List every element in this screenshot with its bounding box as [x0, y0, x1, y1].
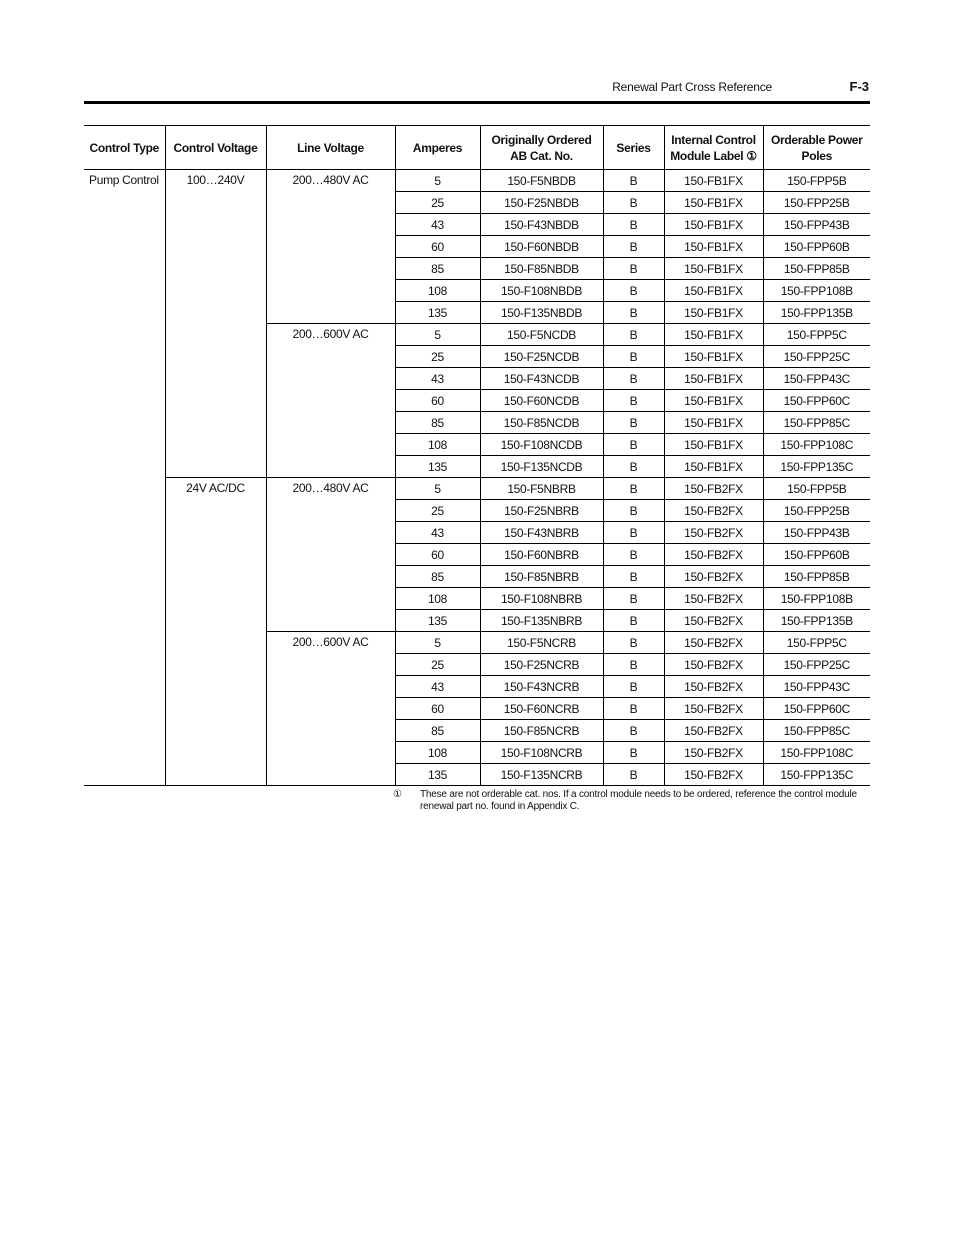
header-control-voltage: Control Voltage	[165, 126, 266, 170]
control-module-label-cell: 150-FB1FX	[664, 434, 763, 456]
control-module-label-cell: 150-FB1FX	[664, 368, 763, 390]
orderable-power-poles-cell: 150-FPP43B	[763, 214, 870, 236]
table-header-row	[84, 126, 870, 170]
original-cat-no-cell: 150-F25NBDB	[480, 192, 603, 214]
orderable-power-poles-cell: 150-FPP135C	[763, 764, 870, 786]
orderable-power-poles-cell: 150-FPP108B	[763, 280, 870, 302]
orderable-power-poles-cell: 150-FPP108C	[763, 742, 870, 764]
table-body	[84, 170, 870, 786]
control-module-label-cell: 150-FB1FX	[664, 412, 763, 434]
series-cell: B	[603, 412, 664, 434]
orderable-power-poles-cell: 150-FPP25B	[763, 500, 870, 522]
orderable-power-poles-cell: 150-FPP108C	[763, 434, 870, 456]
amperes-cell: 5	[395, 324, 480, 346]
series-cell: B	[603, 566, 664, 588]
orderable-power-poles-cell: 150-FPP135C	[763, 456, 870, 478]
original-cat-no-cell: 150-F43NBRB	[480, 522, 603, 544]
original-cat-no-cell: 150-F60NCDB	[480, 390, 603, 412]
control-module-label-cell: 150-FB2FX	[664, 522, 763, 544]
orderable-power-poles-cell: 150-FPP25C	[763, 654, 870, 676]
control-voltage-cell: 100…240V	[165, 170, 266, 478]
table-row	[84, 170, 870, 192]
series-cell: B	[603, 170, 664, 192]
series-cell: B	[603, 368, 664, 390]
original-cat-no-cell: 150-F135NBDB	[480, 302, 603, 324]
series-cell: B	[603, 390, 664, 412]
header-orderable-power-poles	[763, 126, 870, 170]
control-module-label-cell: 150-FB2FX	[664, 742, 763, 764]
control-module-label-cell: 150-FB2FX	[664, 676, 763, 698]
amperes-cell: 43	[395, 676, 480, 698]
amperes-cell: 108	[395, 588, 480, 610]
series-cell: B	[603, 632, 664, 654]
original-cat-no-cell: 150-F135NCDB	[480, 456, 603, 478]
series-cell: B	[603, 720, 664, 742]
orderable-power-poles-cell: 150-FPP25C	[763, 346, 870, 368]
series-cell: B	[603, 434, 664, 456]
amperes-cell: 43	[395, 214, 480, 236]
amperes-cell: 135	[395, 610, 480, 632]
original-cat-no-cell: 150-F5NBDB	[480, 170, 603, 192]
series-cell: B	[603, 258, 664, 280]
header-control-module-label-line2: Module Label ①	[670, 148, 757, 163]
series-cell: B	[603, 346, 664, 368]
header-control-module-label	[664, 126, 763, 170]
cross-reference-table	[84, 125, 870, 786]
control-module-label-cell: 150-FB1FX	[664, 302, 763, 324]
orderable-power-poles-cell: 150-FPP60C	[763, 698, 870, 720]
series-cell: B	[603, 698, 664, 720]
control-module-label-cell: 150-FB1FX	[664, 280, 763, 302]
control-module-label-cell: 150-FB2FX	[664, 632, 763, 654]
control-module-label-cell: 150-FB1FX	[664, 236, 763, 258]
table-row	[84, 478, 870, 500]
orderable-power-poles-cell: 150-FPP135B	[763, 302, 870, 324]
series-cell: B	[603, 478, 664, 500]
orderable-power-poles-cell: 150-FPP43C	[763, 368, 870, 390]
original-cat-no-cell: 150-F108NBDB	[480, 280, 603, 302]
header-original-cat-no-line2: AB Cat. No.	[510, 148, 573, 163]
control-module-label-cell: 150-FB1FX	[664, 192, 763, 214]
original-cat-no-cell: 150-F43NCRB	[480, 676, 603, 698]
amperes-cell: 25	[395, 654, 480, 676]
orderable-power-poles-cell: 150-FPP60B	[763, 236, 870, 258]
orderable-power-poles-cell: 150-FPP25B	[763, 192, 870, 214]
series-cell: B	[603, 214, 664, 236]
series-cell: B	[603, 610, 664, 632]
amperes-cell: 85	[395, 720, 480, 742]
control-module-label-cell: 150-FB2FX	[664, 500, 763, 522]
original-cat-no-cell: 150-F85NCRB	[480, 720, 603, 742]
page-header	[84, 78, 870, 100]
control-module-label-cell: 150-FB1FX	[664, 456, 763, 478]
amperes-cell: 43	[395, 522, 480, 544]
amperes-cell: 135	[395, 302, 480, 324]
page-number: F-3	[849, 79, 869, 94]
amperes-cell: 60	[395, 390, 480, 412]
orderable-power-poles-cell: 150-FPP135B	[763, 610, 870, 632]
orderable-power-poles-cell: 150-FPP85B	[763, 258, 870, 280]
header-control-type: Control Type	[84, 126, 165, 170]
header-rule	[84, 101, 870, 104]
original-cat-no-cell: 150-F43NCDB	[480, 368, 603, 390]
series-cell: B	[603, 456, 664, 478]
header-amperes: Amperes	[395, 126, 480, 170]
original-cat-no-cell: 150-F5NCRB	[480, 632, 603, 654]
original-cat-no-cell: 150-F135NCRB	[480, 764, 603, 786]
original-cat-no-cell: 150-F85NBRB	[480, 566, 603, 588]
original-cat-no-cell: 150-F60NBDB	[480, 236, 603, 258]
header-orderable-power-poles-line1: Orderable Power	[770, 132, 863, 147]
header-orderable-power-poles-line2: Poles	[801, 148, 833, 163]
control-module-label-cell: 150-FB2FX	[664, 588, 763, 610]
orderable-power-poles-cell: 150-FPP85B	[763, 566, 870, 588]
footnote-mark: ①	[393, 789, 402, 800]
amperes-cell: 135	[395, 764, 480, 786]
orderable-power-poles-cell: 150-FPP43C	[763, 676, 870, 698]
control-module-label-cell: 150-FB2FX	[664, 764, 763, 786]
orderable-power-poles-cell: 150-FPP5B	[763, 478, 870, 500]
original-cat-no-cell: 150-F43NBDB	[480, 214, 603, 236]
series-cell: B	[603, 676, 664, 698]
orderable-power-poles-cell: 150-FPP5C	[763, 632, 870, 654]
control-module-label-cell: 150-FB1FX	[664, 390, 763, 412]
orderable-power-poles-cell: 150-FPP5B	[763, 170, 870, 192]
original-cat-no-cell: 150-F108NCDB	[480, 434, 603, 456]
control-module-label-cell: 150-FB1FX	[664, 324, 763, 346]
amperes-cell: 108	[395, 280, 480, 302]
control-module-label-cell: 150-FB1FX	[664, 170, 763, 192]
series-cell: B	[603, 588, 664, 610]
control-module-label-cell: 150-FB2FX	[664, 698, 763, 720]
orderable-power-poles-cell: 150-FPP108B	[763, 588, 870, 610]
amperes-cell: 85	[395, 258, 480, 280]
amperes-cell: 60	[395, 544, 480, 566]
amperes-cell: 60	[395, 698, 480, 720]
control-module-label-cell: 150-FB1FX	[664, 214, 763, 236]
control-module-label-cell: 150-FB2FX	[664, 610, 763, 632]
footnote	[393, 789, 871, 813]
series-cell: B	[603, 192, 664, 214]
original-cat-no-cell: 150-F135NBRB	[480, 610, 603, 632]
series-cell: B	[603, 280, 664, 302]
orderable-power-poles-cell: 150-FPP5C	[763, 324, 870, 346]
original-cat-no-cell: 150-F5NBRB	[480, 478, 603, 500]
control-type-cell: Pump Control	[84, 170, 165, 786]
header-series: Series	[603, 126, 664, 170]
series-cell: B	[603, 654, 664, 676]
line-voltage-cell: 200…480V AC	[266, 478, 395, 632]
orderable-power-poles-cell: 150-FPP43B	[763, 522, 870, 544]
series-cell: B	[603, 324, 664, 346]
amperes-cell: 135	[395, 456, 480, 478]
header-control-module-label-line1: Internal Control	[671, 132, 756, 147]
header-original-cat-no-line1: Originally Ordered	[491, 132, 592, 147]
original-cat-no-cell: 150-F85NBDB	[480, 258, 603, 280]
original-cat-no-cell: 150-F108NCRB	[480, 742, 603, 764]
amperes-cell: 25	[395, 192, 480, 214]
original-cat-no-cell: 150-F108NBRB	[480, 588, 603, 610]
amperes-cell: 108	[395, 742, 480, 764]
header-title: Renewal Part Cross Reference	[612, 80, 772, 94]
line-voltage-cell: 200…480V AC	[266, 170, 395, 324]
control-module-label-cell: 150-FB1FX	[664, 346, 763, 368]
original-cat-no-cell: 150-F60NBRB	[480, 544, 603, 566]
orderable-power-poles-cell: 150-FPP60B	[763, 544, 870, 566]
amperes-cell: 43	[395, 368, 480, 390]
line-voltage-cell: 200…600V AC	[266, 324, 395, 478]
control-module-label-cell: 150-FB2FX	[664, 654, 763, 676]
series-cell: B	[603, 522, 664, 544]
orderable-power-poles-cell: 150-FPP60C	[763, 390, 870, 412]
control-module-label-cell: 150-FB2FX	[664, 720, 763, 742]
amperes-cell: 25	[395, 346, 480, 368]
original-cat-no-cell: 150-F85NCDB	[480, 412, 603, 434]
series-cell: B	[603, 236, 664, 258]
amperes-cell: 25	[395, 500, 480, 522]
series-cell: B	[603, 764, 664, 786]
amperes-cell: 5	[395, 632, 480, 654]
amperes-cell: 60	[395, 236, 480, 258]
amperes-cell: 108	[395, 434, 480, 456]
amperes-cell: 5	[395, 170, 480, 192]
line-voltage-cell: 200…600V AC	[266, 632, 395, 786]
amperes-cell: 5	[395, 478, 480, 500]
amperes-cell: 85	[395, 566, 480, 588]
original-cat-no-cell: 150-F60NCRB	[480, 698, 603, 720]
footnote-text: These are not orderable cat. nos. If a control module needs to be ordered, reference the control module renewal part no. found in Appendix C.	[420, 789, 857, 812]
series-cell: B	[603, 500, 664, 522]
original-cat-no-cell: 150-F25NBRB	[480, 500, 603, 522]
series-cell: B	[603, 742, 664, 764]
original-cat-no-cell: 150-F25NCDB	[480, 346, 603, 368]
control-voltage-cell: 24V AC/DC	[165, 478, 266, 786]
series-cell: B	[603, 544, 664, 566]
orderable-power-poles-cell: 150-FPP85C	[763, 412, 870, 434]
orderable-power-poles-cell: 150-FPP85C	[763, 720, 870, 742]
header-original-cat-no	[480, 126, 603, 170]
amperes-cell: 85	[395, 412, 480, 434]
control-module-label-cell: 150-FB1FX	[664, 258, 763, 280]
original-cat-no-cell: 150-F5NCDB	[480, 324, 603, 346]
original-cat-no-cell: 150-F25NCRB	[480, 654, 603, 676]
control-module-label-cell: 150-FB2FX	[664, 478, 763, 500]
header-line-voltage: Line Voltage	[266, 126, 395, 170]
control-module-label-cell: 150-FB2FX	[664, 566, 763, 588]
series-cell: B	[603, 302, 664, 324]
control-module-label-cell: 150-FB2FX	[664, 544, 763, 566]
